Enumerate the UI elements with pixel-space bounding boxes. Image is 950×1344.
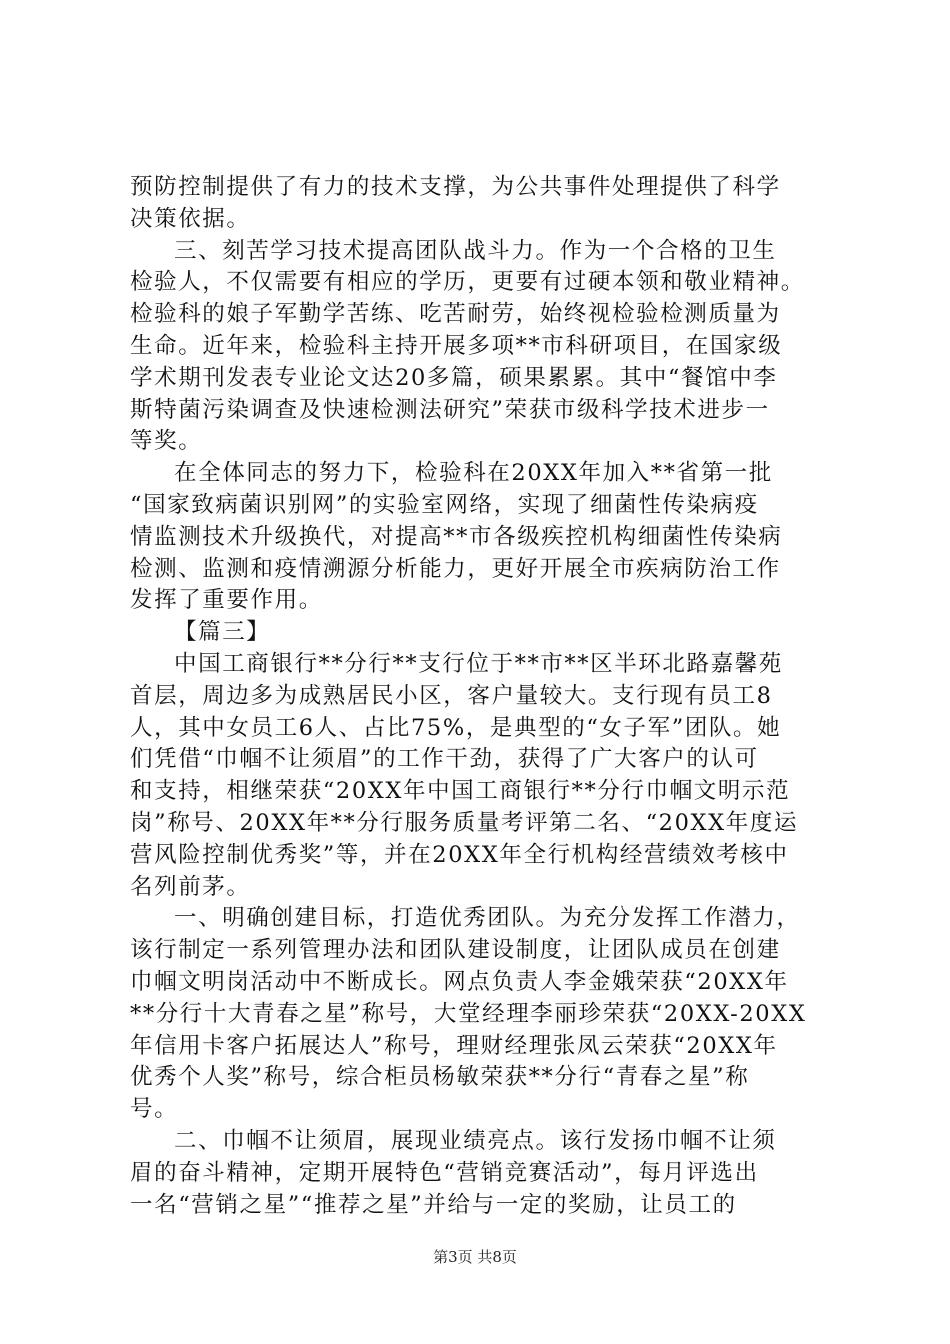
text-line: 眉的奋斗精神，定期开展特色“营销竞赛活动”，每月评选出 [130,1159,759,1186]
text-line: 一名“营销之星”“推荐之星”并给与一定的奖励，让员工的 [130,1191,737,1218]
text-line: 学术期刊发表专业论文达20多篇，硕果累累。其中“餐馆中李 [130,364,778,391]
text-line: 人，其中女员工6人、占比75%，是典型的“女子军”团队。她 [130,714,782,741]
text-line: 等奖。 [130,428,203,455]
text-line: 岗”称号、20XX年**分行服务质量考评第二名、“20XX年度运 [130,809,799,836]
text-line: 情监测技术升级换代，对提高**市各级疾控机构细菌性传染病 [130,523,783,550]
text-line: 巾帼文明岗活动中不断成长。网点负责人李金娥荣获“20XX年 [130,968,789,995]
body-text [130,172,830,1221]
paragraph-start-line: 中国工商银行**分行**支行位于**市**区半环北路嘉馨苑 [174,650,783,677]
text-line: 决策依据。 [130,205,251,232]
section-heading-line: 三、刻苦学习技术提高团队战斗力。作为一个合格的卫生 [174,237,777,264]
text-line: 检验人，不仅需要有相应的学历，更要有过硬本领和敬业精神。 [130,269,805,296]
text-line: 们凭借“巾帼不让须眉”的工作干劲，获得了广大客户的认可 [130,746,759,773]
text-line: 发挥了重要作用。 [130,587,323,614]
text-line: 年信用卡客户拓展达人”称号，理财经理张凤云荣获“20XX年 [130,1032,778,1059]
text-line: 名列前茅。 [130,873,251,900]
text-line: “国家致病菌识别网”的实验室网络，实现了细菌性传染病疫 [130,491,759,518]
text-line: 检验科的娘子军勤学苦练、吃苦耐劳，始终视检验检测质量为 [130,301,781,328]
text-line: 生命。近年来，检验科主持开展多项**市科研项目，在国家级 [130,332,783,359]
text-line: 优秀个人奖”称号，综合柜员杨敏荣获**分行“青春之星”称 [130,1064,750,1091]
text-line: 首层，周边多为成熟居民小区，客户量较大。支行现有员工8 [130,682,773,709]
text-line: 营风险控制优秀奖”等，并在20XX年全行机构经营绩效考核中 [130,841,789,868]
text-line: 预防控制提供了有力的技术支撑，为公共事件处理提供了科学 [130,174,781,200]
text-line: 该行制定一系列管理办法和团队建设制度，让团队成员在创建 [130,937,781,964]
text-line: 斯特菌污染调查及快速检测法研究”荣获市级科学技术进步一 [130,396,770,423]
text-line: **分行十大青春之星”称号，大堂经理李丽珍荣获“20XX-20XX [130,1000,807,1027]
text-line: 检测、监测和疫情溯源分析能力，更好开展全市疾病防治工作 [130,555,781,582]
paragraph-start-line: 在全体同志的努力下，检验科在20XX年加入**省第一批 [174,460,773,487]
chapter-heading: 【篇三】 [174,619,271,646]
text-line: 号。 [130,1096,179,1123]
text-line: 和支持，相继荣获“20XX年中国工商银行**分行巾帼文明示范 [130,778,791,805]
page-number-footer: 第3页 共8页 [433,1248,517,1266]
section-heading-line: 一、明确创建目标，打造优秀团队。为充分发挥工作潜力， [174,905,801,932]
section-heading-line: 二、巾帼不让须眉，展现业绩亮点。该行发扬巾帼不让须 [174,1127,777,1154]
